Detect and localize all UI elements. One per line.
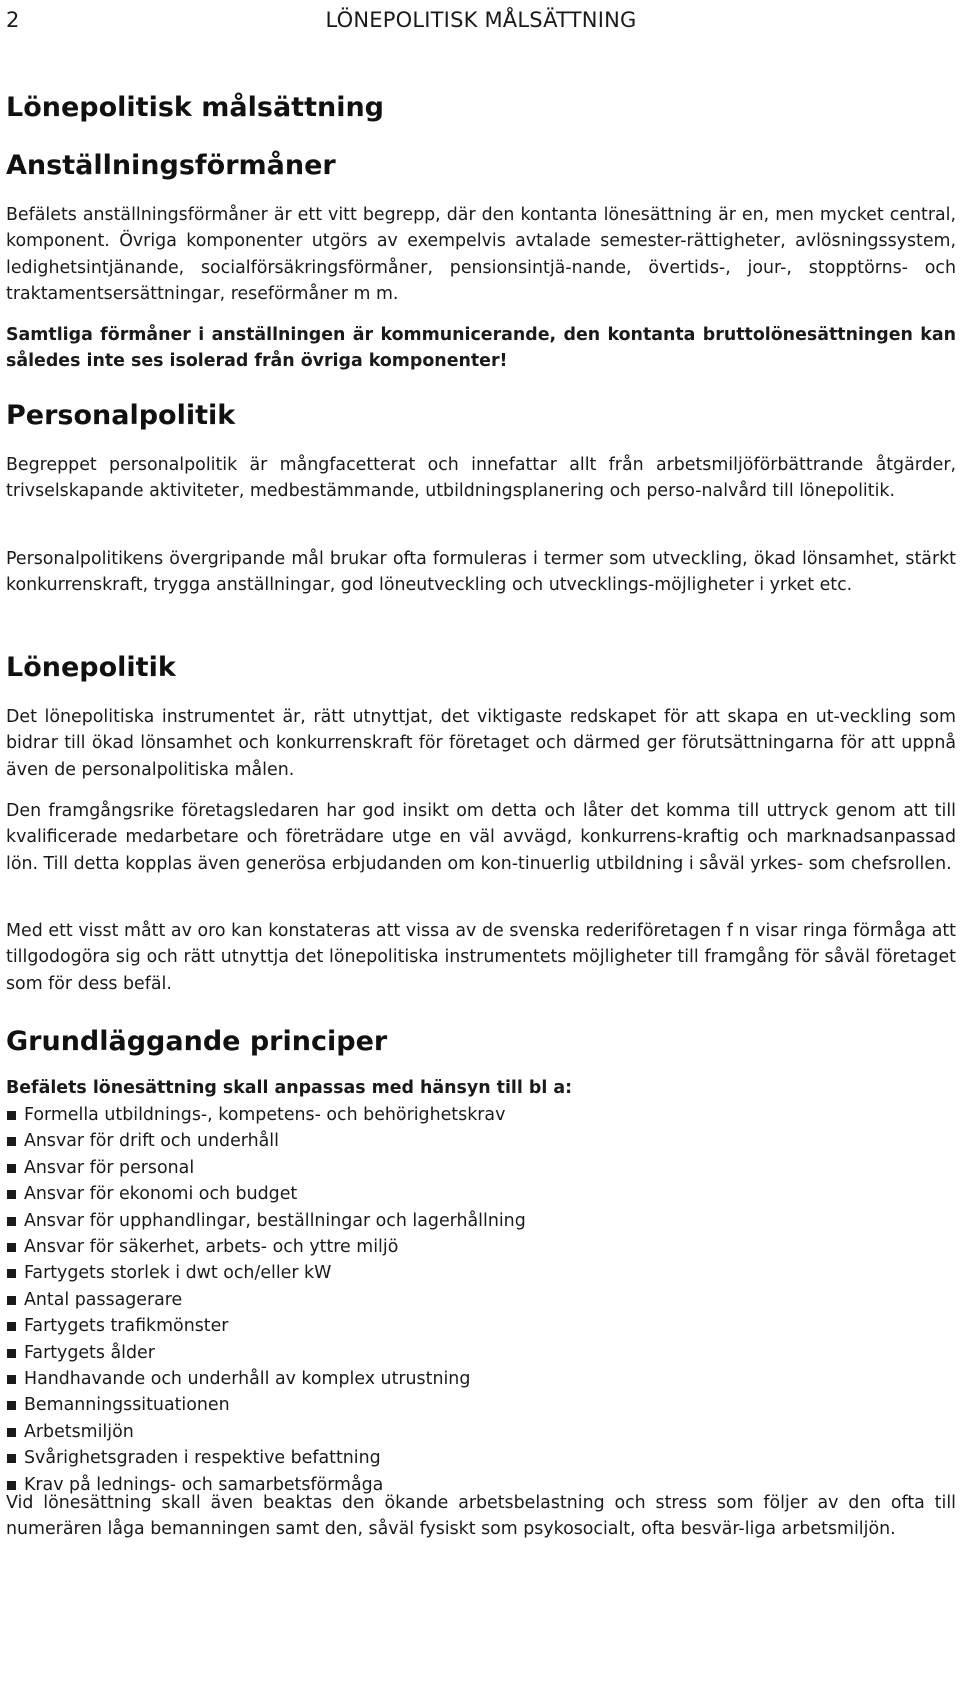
paragraph-anstallningsformaner-1: Befälets anställningsförmåner är ett vitt begrepp, där den kontanta lönesättning är en, men mycket central, komponent. Övriga komponenter utgörs av exempelvis avtalade semester-rättigheter, avlösningssystem, ledighetsintjänande, socialförsäkringsförmåner, pensionsintjä-nande, övertids-, jour-, stopptörns- och traktamentsersättningar, reseförmåner m m. — [6, 205, 956, 305]
paragraph-lonepolitik-2: Den framgångsrike företagsledaren har god insikt om detta och låter det komma till uttryck genom att till kvalificerade medarbetare och företrädare utge en väl avvägd, konkurrens-kraftig och marknadsanpassad lön. Till detta kopplas även generösa erbjudanden om kon-tinuerlig utbildning i såväl yrkes- som chefsrollen. — [6, 801, 956, 874]
list-item-label: Ansvar för drift och underhåll — [24, 1131, 279, 1152]
page-title: Lönepolitisk målsättning — [6, 92, 384, 123]
paragraph-lonepolitik-3: Med ett visst mått av oro kan konstateras att vissa av de svenska rederiföretagen f n visar ringa förmåga att tillgodogöra sig och rätt utnyttja det lönepolitiska instrumentets möjligheter till framgång för såväl företaget som för dess befäl. — [6, 921, 956, 994]
page-number: 2 — [6, 8, 20, 32]
list-item — [6, 1260, 526, 1286]
square-bullet-icon — [7, 1349, 16, 1358]
list-item-label: Ansvar för säkerhet, arbets- och yttre miljö — [24, 1237, 399, 1258]
list-item — [6, 1155, 526, 1181]
square-bullet-icon — [7, 1111, 16, 1120]
list-item-label: Ansvar för ekonomi och budget — [24, 1184, 298, 1205]
list-item-label: Ansvar för personal — [24, 1157, 195, 1178]
list-item — [6, 1102, 526, 1128]
heading-lonepolitik: Lönepolitik — [6, 652, 176, 683]
heading-anstallningsformaner: Anställningsförmåner — [6, 150, 336, 181]
paragraph-anstallningsformaner-emphasis: Samtliga förmåner i anställningen är kommunicerande, den kontanta bruttolönesättningen kan således inte ses isolerad från övriga komponenter! — [6, 325, 956, 372]
list-item-label: Formella utbildnings-, kompetens- och behörighetskrav — [24, 1105, 506, 1125]
square-bullet-icon — [7, 1217, 16, 1226]
heading-grundlaggande-principer: Grundläggande principer — [6, 1026, 388, 1057]
list-item — [6, 1392, 526, 1418]
list-item — [6, 1208, 526, 1234]
square-bullet-icon — [7, 1322, 16, 1331]
list-item — [6, 1313, 526, 1339]
principles-intro: Befälets lönesättning skall anpassas med hänsyn till bl a: — [6, 1078, 573, 1098]
list-item-label: Ansvar för upphandlingar, beställningar och lagerhållning — [24, 1210, 526, 1231]
square-bullet-icon — [7, 1481, 16, 1490]
list-item — [6, 1366, 526, 1392]
list-item-label: Fartygets ålder — [24, 1342, 155, 1363]
square-bullet-icon — [7, 1164, 16, 1173]
square-bullet-icon — [7, 1375, 16, 1384]
list-item-label: Antal passagerare — [24, 1289, 183, 1310]
square-bullet-icon — [7, 1190, 16, 1199]
square-bullet-icon — [7, 1243, 16, 1252]
list-item-label: Bemanningssituationen — [24, 1395, 230, 1416]
square-bullet-icon — [7, 1401, 16, 1410]
list-item-label: Fartygets storlek i dwt och/eller kW — [24, 1263, 332, 1284]
square-bullet-icon — [7, 1428, 16, 1437]
list-item — [6, 1419, 526, 1445]
list-item — [6, 1128, 526, 1154]
square-bullet-icon — [7, 1137, 16, 1146]
principles-list — [6, 1102, 526, 1498]
square-bullet-icon — [7, 1296, 16, 1305]
paragraph-personalpolitik-2: Personalpolitikens övergripande mål brukar ofta formuleras i termer som utveckling, ökad lönsamhet, stärkt konkurrenskraft, trygga anställningar, god löneutveckling och utvecklings-möjligheter i yrket etc. — [6, 549, 956, 596]
list-item-label: Fartygets trafikmönster — [24, 1316, 229, 1337]
square-bullet-icon — [7, 1269, 16, 1278]
list-item-label: Svårighetsgraden i respektive befattning — [24, 1448, 381, 1469]
square-bullet-icon — [7, 1454, 16, 1463]
running-header — [6, 8, 956, 34]
list-item — [6, 1234, 526, 1260]
heading-personalpolitik: Personalpolitik — [6, 400, 236, 431]
header-title: LÖNEPOLITISK MÅLSÄTTNING — [325, 8, 637, 32]
list-item — [6, 1181, 526, 1207]
list-item — [6, 1340, 526, 1366]
list-item — [6, 1287, 526, 1313]
list-item-label: Arbetsmiljön — [24, 1421, 134, 1442]
paragraph-personalpolitik-1: Begreppet personalpolitik är mångfacetterat och innefattar allt från arbetsmiljöförbättrande åtgärder, trivselskapande aktiviteter, medbestämmande, utbildningsplanering och perso-nalvård till lönepolitik. — [6, 455, 956, 502]
paragraph-closing: Vid lönesättning skall även beaktas den ökande arbetsbelastning och stress som följer av den ofta till numerären låga bemanningen samt den, såväl fysiskt som psykosocialt, ofta besvär-liga arbetsmiljön. — [6, 1493, 956, 1540]
paragraph-lonepolitik-1: Det lönepolitiska instrumentet är, rätt utnyttjat, det viktigaste redskapet för att skapa en ut-veckling som bidrar till ökad lönsamhet och konkurrenskraft för företaget och därmed ger förutsättningarna för att uppnå även de personalpolitiska målen. — [6, 707, 956, 780]
list-item-label: Krav på lednings- och samarbetsförmåga — [24, 1474, 384, 1495]
list-item — [6, 1445, 526, 1471]
list-item-label: Handhavande och underhåll av komplex utrustning — [24, 1369, 471, 1390]
